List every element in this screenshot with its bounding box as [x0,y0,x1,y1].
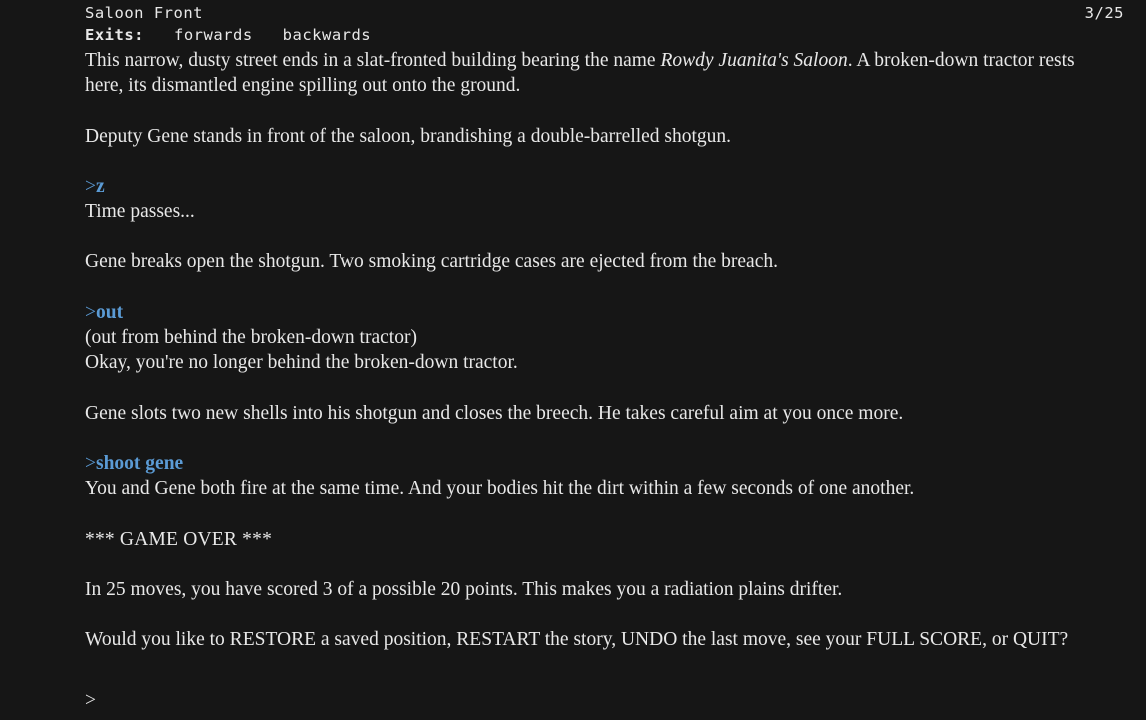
npc-description: Deputy Gene stands in front of the saloon, brandishing a double-barrelled shotgun. [85,125,732,147]
blank-line [85,426,1120,451]
command-text: shoot gene [96,452,184,474]
command-echo-3 [85,451,1120,476]
room-description-part1: This narrow, dusty street ends in a slat-fronted building bearing the name [85,50,661,71]
option-restart-rest[interactable]: TART [492,629,540,651]
final-score-line: In 25 moves, you have scored 3 of a possible 20 points. This makes you a radiation plains drifter. [85,578,843,600]
room-description-line2: here, its dismantled engine spilling out onto the ground. [85,75,521,97]
response-2: Okay, you're no longer behind the broken-down tractor. [85,352,518,374]
response-1: Time passes... [85,201,195,223]
option-restart-initial[interactable]: RES [456,629,493,651]
blank-line [85,224,1120,249]
blank-line [85,149,1120,174]
game-transcript [85,48,1120,652]
option-fullscore-initial[interactable]: F [866,629,878,651]
blank-line [85,275,1120,300]
game-over-banner: *** GAME OVER *** [85,528,273,550]
command-echo-2 [85,300,1120,325]
prompt-char: > [85,452,96,474]
command-text: z [96,175,105,197]
prompt-char: > [85,175,96,197]
room-description [85,48,1120,73]
command-echo-1 [85,174,1120,199]
status-exits-label: Exits: [85,26,144,44]
saloon-name: Rowdy Juanita's Saloon [660,50,848,71]
final-prompt-part5: , or [982,629,1013,651]
option-undo-rest[interactable]: NDO [635,629,678,651]
status-exit-forwards: forwards [174,26,253,44]
blank-line [85,502,1120,527]
blank-line [85,552,1120,577]
command-text: out [96,301,124,323]
status-exit-backwards: backwards [282,26,372,44]
event-message-2: Gene slots two new shells into his shotgun and closes the breech. He takes careful aim at you once more. [85,402,904,424]
prompt-char: > [85,301,96,323]
final-options-prompt [85,627,1120,652]
option-fullscore-rest[interactable]: ULL SCORE [877,629,983,651]
final-prompt-part6: ? [1059,629,1069,651]
response-2-disambiguation: (out from behind the broken-down tractor) [85,327,417,349]
final-prompt-part1: Would you like to [85,629,230,651]
final-prompt-part4: the last move, see your [677,629,867,651]
status-exits [85,26,371,44]
blank-line [85,602,1120,627]
event-message-1: Gene breaks open the shotgun. Two smoking cartridge cases are ejected from the breach. [85,251,778,273]
room-description-part2: . A broken-down tractor rests [847,50,1075,71]
final-prompt-part2: a saved position, [316,629,457,651]
response-3: You and Gene both fire at the same time. And your bodies hit the dirt within a few seconds of one another. [85,478,915,500]
input-prompt[interactable]: > [85,690,96,711]
blank-line [85,376,1120,401]
final-prompt-part3: the story, [539,629,621,651]
blank-line [85,99,1120,124]
status-score: 3/25 [1084,4,1124,22]
option-restore-rest[interactable]: ESTORE [242,629,317,651]
status-line [0,4,1146,44]
status-room-name: Saloon Front [85,4,203,22]
option-quit-rest[interactable]: UIT [1027,629,1060,651]
option-undo-initial[interactable]: U [620,629,636,651]
option-restore-initial[interactable]: R [229,629,243,651]
option-quit-initial[interactable]: Q [1012,629,1028,651]
